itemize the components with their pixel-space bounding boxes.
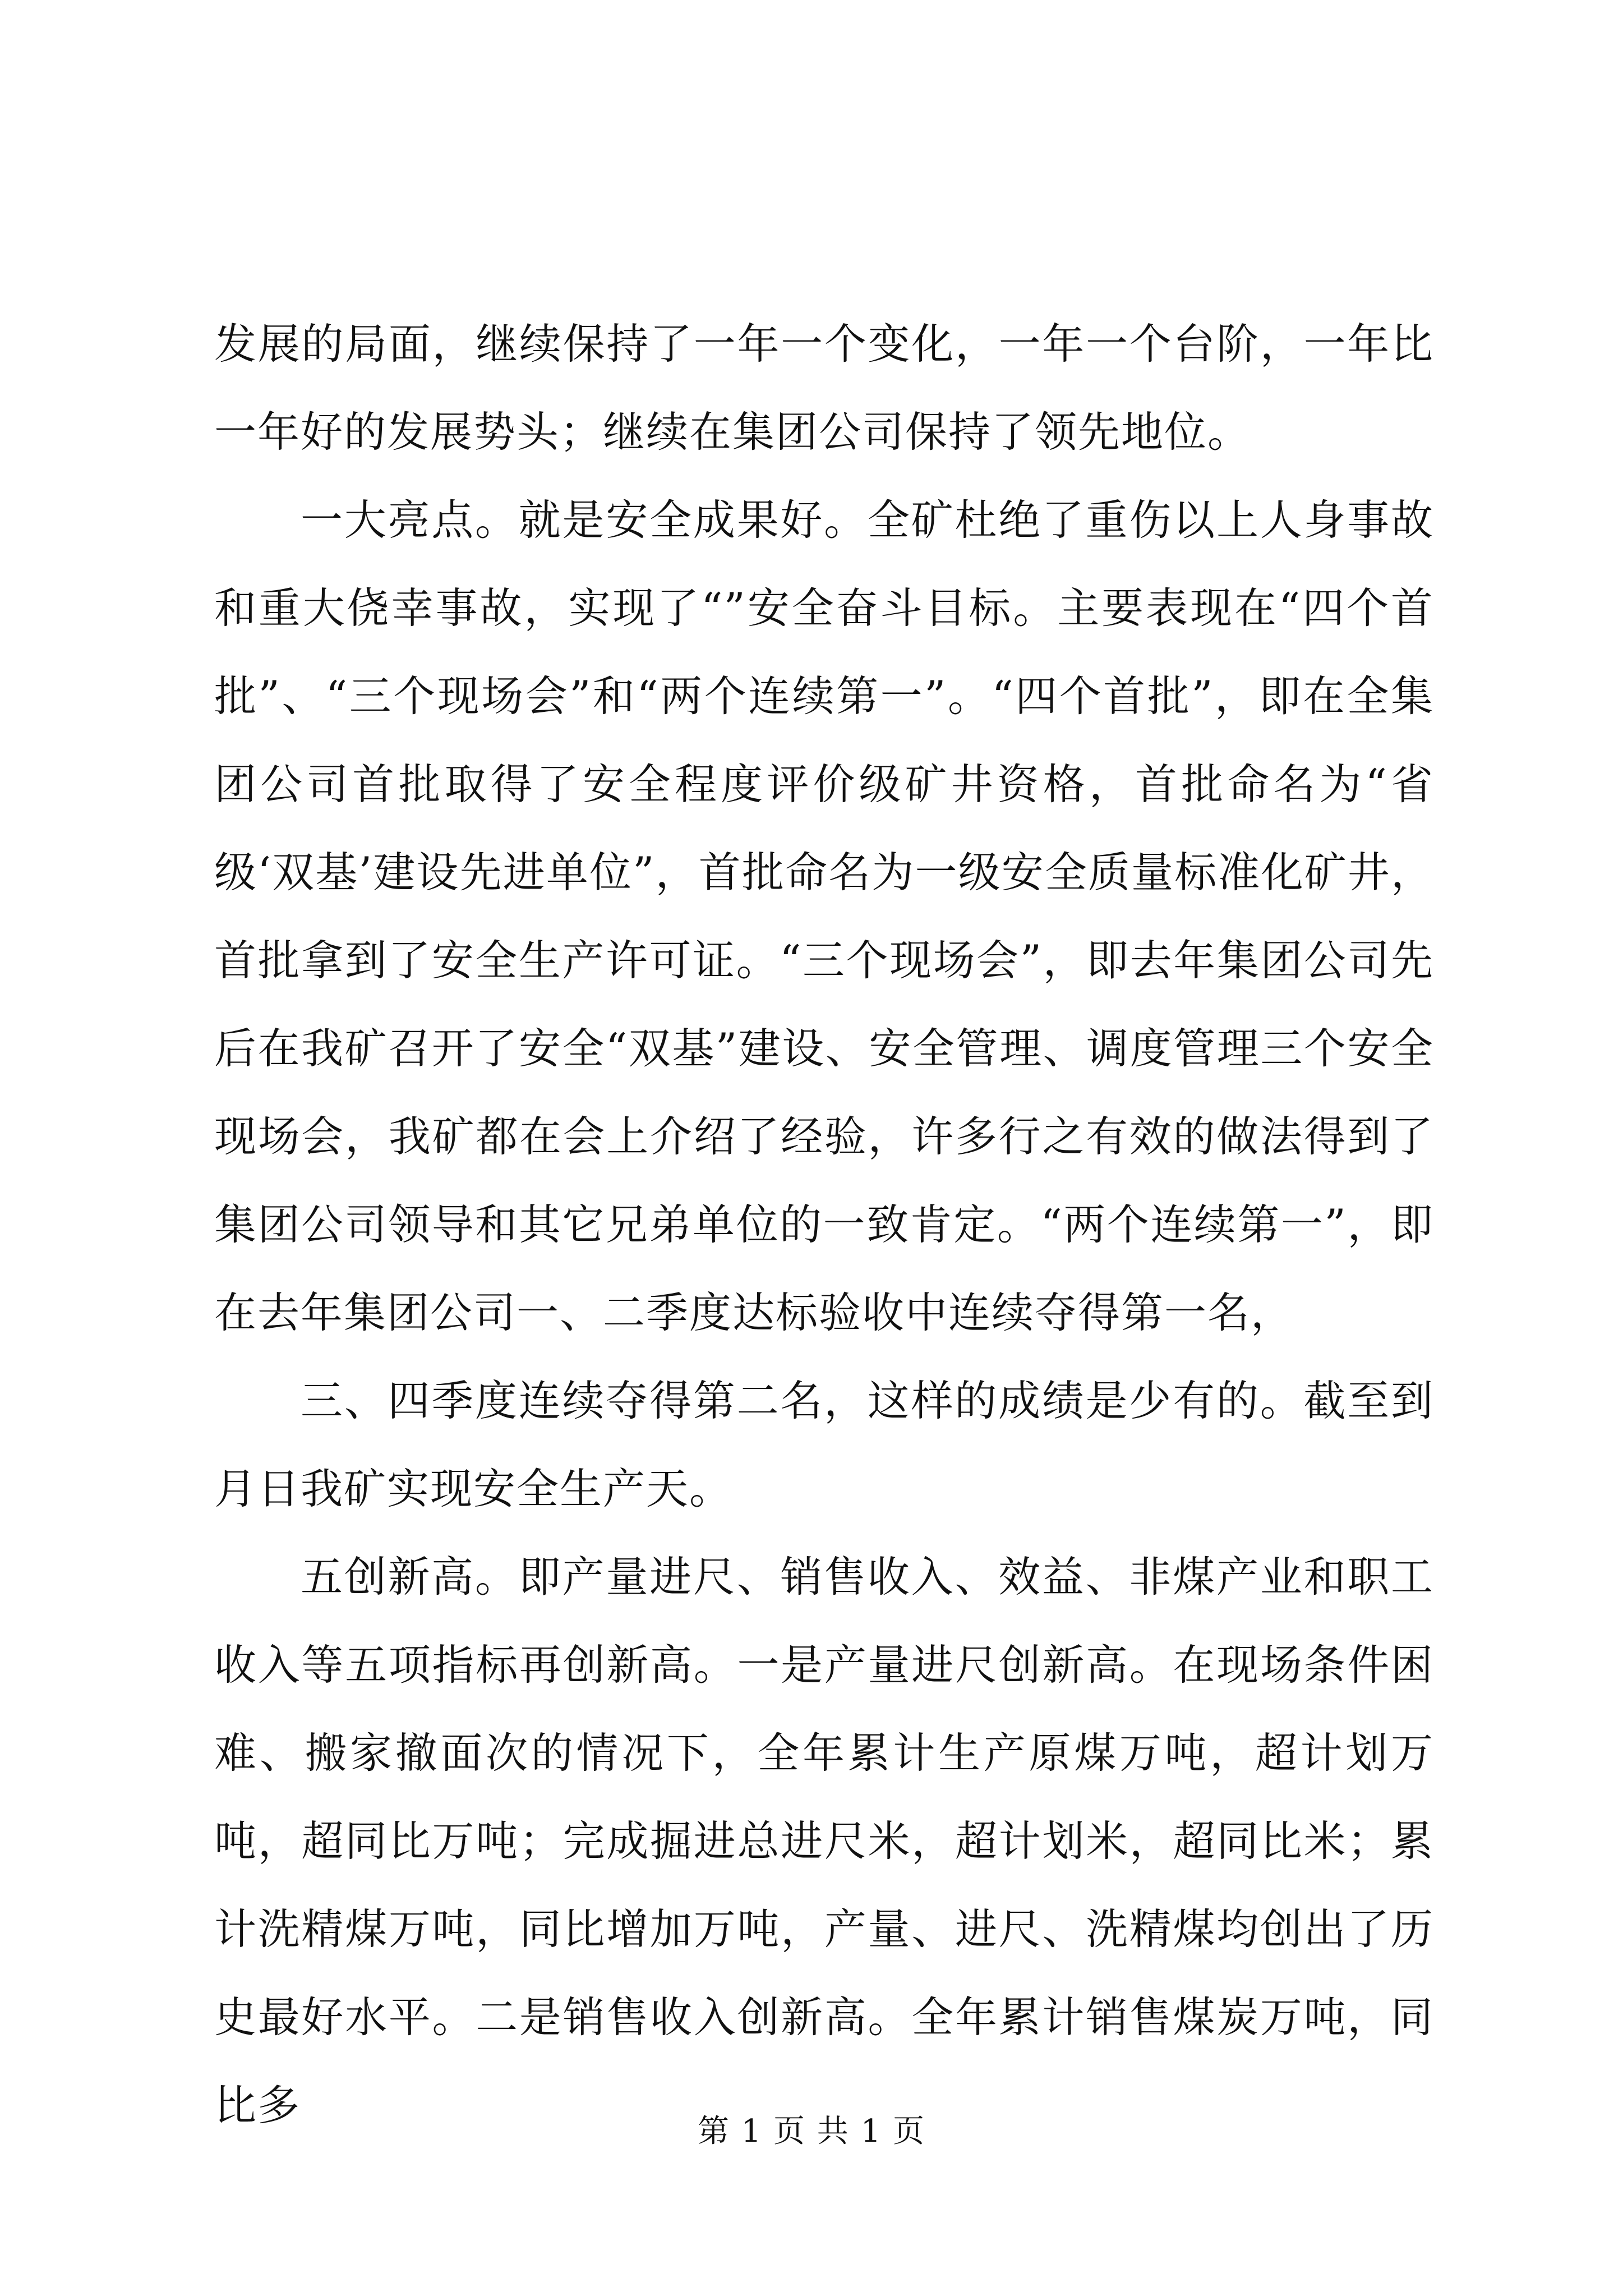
page-footer bbox=[0, 2106, 1623, 2151]
page-number-label: 第 1 页 共 1 页 bbox=[697, 2113, 926, 2150]
paragraph-3: 三、四季度连续夺得第二名，这样的成绩是少有的。截至到月日我矿实现安全生产天。 bbox=[214, 1376, 1434, 1513]
paragraph-2: 一大亮点。就是安全成果好。全矿杜绝了重伤以上人身事故和重大侥幸事故，实现了“”安全奋斗目标。主要表现在“四个首批”、“三个现场会”和“两个连续第一”。“四个首批”，即在全集团公司首批取得了安全程度评价级矿井资格，首批命名为“省级‘双基’建设先进单位”，首批命名为一级安全质量标准化矿井，首批拿到了安全生产许可证。“三个现场会”，即去年集团公司先后在我矿召开了安全“双基”建设、安全管理、调度管理三个安全现场会，我矿都在会上介绍了经验，许多行之有效的做法得到了集团公司领导和其它兄弟单位的一致肯定。“两个连续第一”，即在去年集团公司一、二季度达标验收中连续夺得第一名， bbox=[214, 495, 1434, 1337]
paragraph-4: 五创新高。即产量进尺、销售收入、效益、非煤产业和职工收入等五项指标再创新高。一是产量进尺创新高。在现场条件困难、搬家撤面次的情况下，全年累计生产原煤万吨，超计划万吨，超同比万吨；完成掘进总进尺米，超计划米，超同比米；累计洗精煤万吨，同比增加万吨，产量、进尺、洗精煤均创出了历史最好水平。二是销售收入创新高。全年累计销售煤炭万吨，同比多 bbox=[214, 1552, 1434, 2130]
document-body bbox=[214, 300, 1434, 2150]
paragraph-1: 发展的局面，继续保持了一年一个变化，一年一个台阶，一年比一年好的发展势头；继续在集团公司保持了领先地位。 bbox=[214, 319, 1434, 457]
